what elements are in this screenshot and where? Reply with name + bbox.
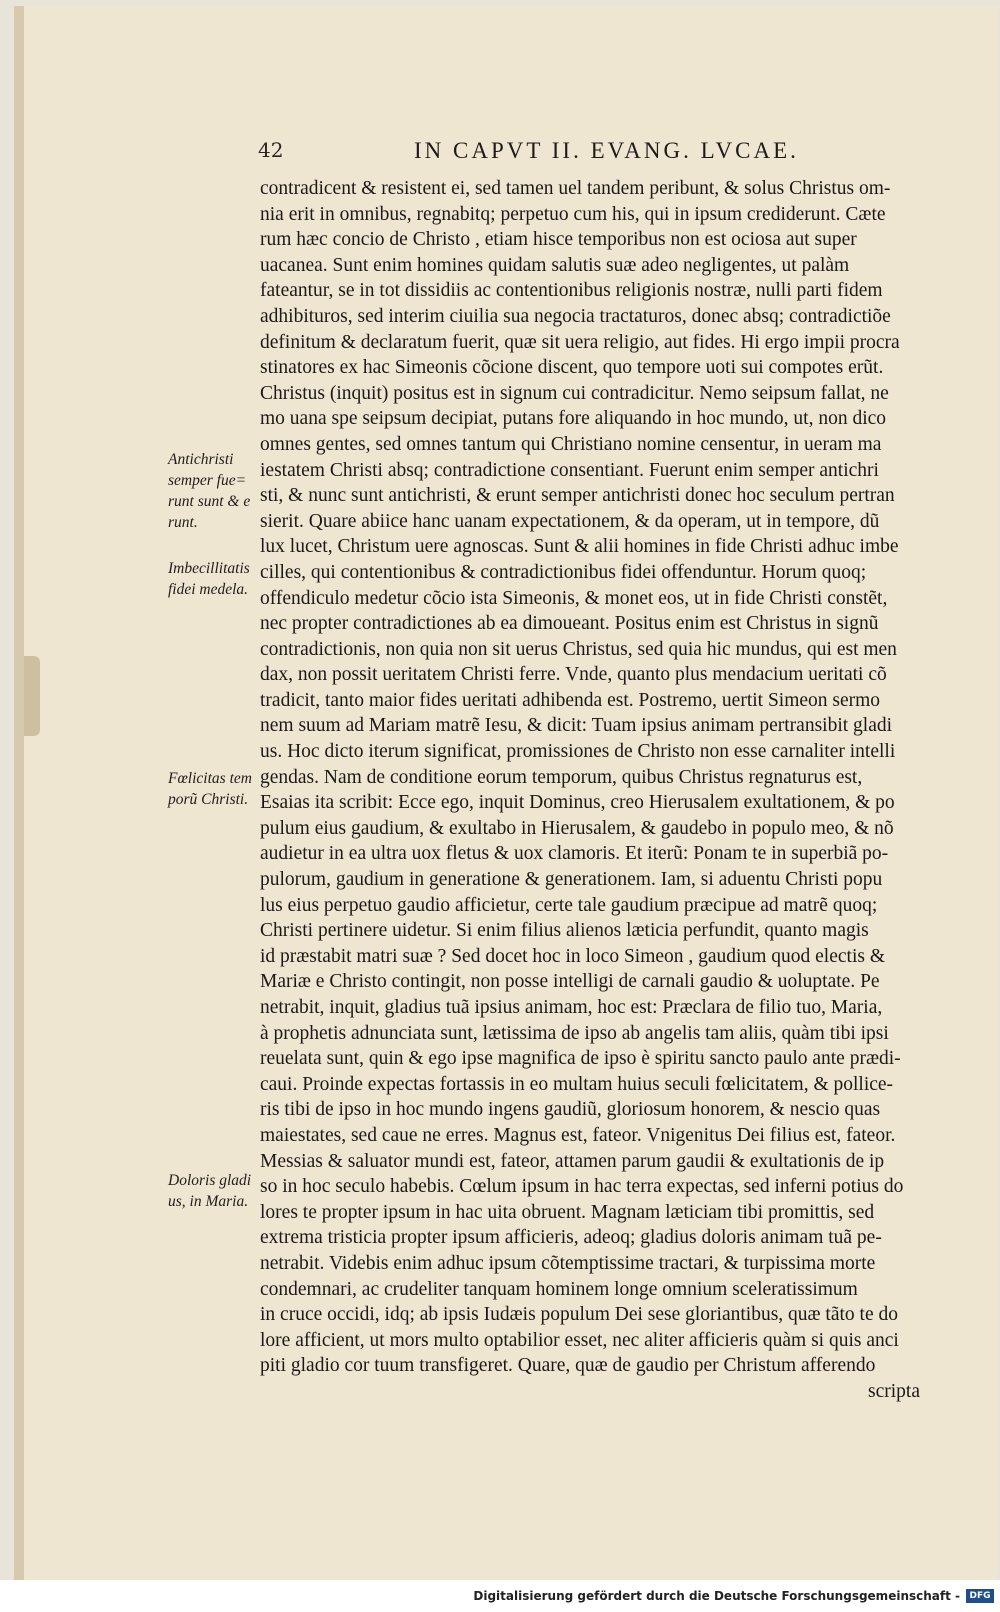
text-line: dax, non possit ueritatem Christi ferre. Vnde, quanto plus mendacium ueritati cõ — [260, 664, 887, 686]
text-line: scripta — [868, 1380, 920, 1402]
text-line: nem suum ad Mariam matrẽ Iesu, & dicit: Tuam ipsius animam pertransibit gladi — [260, 715, 893, 737]
margin-note: Doloris gladi us, in Maria. — [168, 1172, 252, 1210]
text-line: nec propter contradictiones ab ea dimoueant. Positus enim est Christus in signũ — [260, 613, 879, 635]
text-line: definitum & declaratum fuerit, quæ sit uera religio, aut fides. Hi ergo impii procra — [260, 331, 900, 353]
funding-credit: Digitalisierung gefördert durch die Deutsche Forschungsgemeinschaft - — [473, 1589, 960, 1603]
text-line: Mariæ e Christo contingit, non posse intelligi de carnali gaudio & uoluptate. Pe — [260, 971, 880, 993]
text-line: id præstabit matri suæ ? Sed docet hoc in loco Simeon , gaudium quod electis & — [260, 945, 885, 967]
footer — [0, 1580, 1000, 1612]
page-header — [254, 138, 1000, 166]
body-text — [260, 176, 940, 1405]
text-line: fateantur, se in tot dissidiis ac contentionibus religionis nostræ, nulli parti fidem — [260, 280, 883, 302]
running-title: IN CAPVT II. EVANG. LVCAE. — [414, 138, 799, 163]
text-line: ris tibi de ipso in hoc mundo ingens gaudiũ, gloriosum honorem, & nescio quas — [260, 1099, 881, 1121]
text-line: mo uana spe seipsum decipiat, putans fore aliquando in hoc mundo, ut, non dico — [260, 408, 887, 430]
text-line: pulorum, gaudium in generatione & generationem. Iam, si aduentu Christi popu — [260, 869, 883, 891]
text-line: lus eius perpetuo gaudio afficietur, certe tale gaudium præcipue ad matrẽ quoq; — [260, 894, 878, 916]
text-line: uacanea. Sunt enim homines quidam salutis suæ adeo negligentes, ut palàm — [260, 254, 850, 276]
text-line: Messias & saluator mundi est, fateor, attamen parum gaudii & exultationis de ip — [260, 1150, 885, 1172]
text-line: audietur in ea ultra uox fletus & uox clamoris. Et iterũ: Ponam te in superbiã po- — [260, 843, 889, 865]
text-line: netrabit. Videbis enim adhuc ipsum cõtemptissime tractari, & turpissima morte — [260, 1252, 876, 1274]
text-line: Christus (inquit) positus est in signum cui contradicitur. Nemo seipsum fallat, ne — [260, 382, 889, 404]
text-line: extrema tristicia propter ipsum afficieris, adeoq; gladius doloris animam tuã pe- — [260, 1227, 882, 1249]
text-line: so in hoc seculo habebis. Cœlum ipsum in hac terra expectas, sed inferni potius do — [260, 1176, 904, 1198]
text-line: pulum eius gaudium, & exultabo in Hierusalem, & gaudebo in populo meo, & nõ — [260, 817, 894, 839]
text-line: netrabit, inquit, gladius tuã ipsius animam, hoc est: Præclara de filio tuo, Maria, — [260, 997, 883, 1018]
text-line: iestatem Christi absq; contradictione consentiant. Fuerunt enim semper antichri — [260, 459, 879, 481]
text-line: tradicit, tanto maior fides ueritati adhibenda est. Postremo, uertit Simeon sermo — [260, 689, 881, 711]
text-line: adhibituros, sed interim ciuilia sua negocia tractaturos, donec absq; contradictiõe — [260, 305, 891, 327]
text-line: caui. Proinde expectas fortassis in eo multam huius seculi fœlicitatem, & pollice- — [260, 1073, 894, 1095]
text-line: cilles, qui contentionibus & contradictionibus fidei offenduntur. Horum quoq; — [260, 561, 867, 583]
text-line: contradictionis, non quia non sit uerus Christus, sed quia hic mundus, qui est men — [260, 638, 897, 660]
text-line: in cruce occidi, idq; ab ipsis Iudæis populum Dei sese gloriantibus, quæ tãto te do — [260, 1304, 898, 1326]
text-line: sierit. Quare abiice hanc uanam expectationem, & da operam, ut in tempore, dũ — [260, 510, 880, 532]
page-edge — [24, 656, 40, 736]
text-line: contradicent & resistent ei, sed tamen uel tandem peribunt, & solus Christus om- — [260, 178, 891, 199]
margin-note: Fœlicitas tem porũ Christi. — [168, 770, 252, 808]
text-line: maiestates, sed caue ne erres. Magnus est, fateor. Vnigenitus Dei filius est, fateor. — [260, 1124, 896, 1146]
text-line: stinatores ex hac Simeonis cõcione discent, quo tempore uoti sui compotes erũt. — [260, 357, 884, 379]
margin-note: Antichristi semper fue= runt sunt & e runt. — [168, 451, 251, 531]
text-line: à prophetis adnunciata sunt, lætissima de ipso ab angelis tam aliis, quàm tibi ipsi — [260, 1022, 889, 1044]
text-line: us. Hoc dicto iterum significat, promissiones de Christo non esse carnaliter intelli — [260, 741, 896, 763]
text-line: rum hæc concio de Christo , etiam hisce temporibus non est ociosa aut super — [260, 229, 857, 251]
text-line: Christi pertinere uidetur. Si enim filius alienos læticia perfundit, quanto magis — [260, 920, 869, 942]
text-line: lores te propter ipsum in hac uita obruent. Magnam læticiam tibi promittis, sed — [260, 1201, 875, 1223]
text-line: gendas. Nam de conditione eorum temporum, quibus Christus regnaturus est, — [260, 766, 863, 788]
margin-note: Imbecillitatis fidei medela. — [168, 560, 250, 598]
text-line: lore afficient, ut mors multo optabilior esset, nec aliter afficieris quàm si quis anci — [260, 1329, 899, 1351]
text-line: omnes gentes, sed omnes tantum qui Christiano nomine censentur, in ueram ma — [260, 433, 882, 455]
text-line: offendiculo medetur cõcio ista Simeonis, & monet eos, ut in fide Christi constẽt, — [260, 587, 888, 609]
text-line: reuelata sunt, quin & ego ipse magnifica de ipso è spiritu sancto paulo ante prædi- — [260, 1048, 901, 1070]
text-line: sti, & nunc sunt antichristi, & erunt semper antichristi donec hoc seculum pertran — [260, 485, 895, 507]
text-line: Esaias ita scribit: Ecce ego, inquit Dominus, creo Hierusalem exultationem, & po — [260, 792, 895, 814]
text-line: lux lucet, Christum uere agnoscas. Sunt & alii homines in fide Christi adhuc imbe — [260, 536, 899, 558]
dfg-logo: DFG — [966, 1589, 994, 1603]
text-line: piti gladio cor tuum transfigeret. Quare, quæ de gaudio per Christum afferendo — [260, 1355, 876, 1377]
text-line: nia erit in omnibus, regnabitq; perpetuo cum his, qui in ipsum crediderunt. Cæte — [260, 203, 886, 225]
text-line: condemnari, ac crudeliter tanquam hominem longe omnium sceleratissimum — [260, 1278, 858, 1300]
folio-number: 42 — [258, 138, 284, 162]
